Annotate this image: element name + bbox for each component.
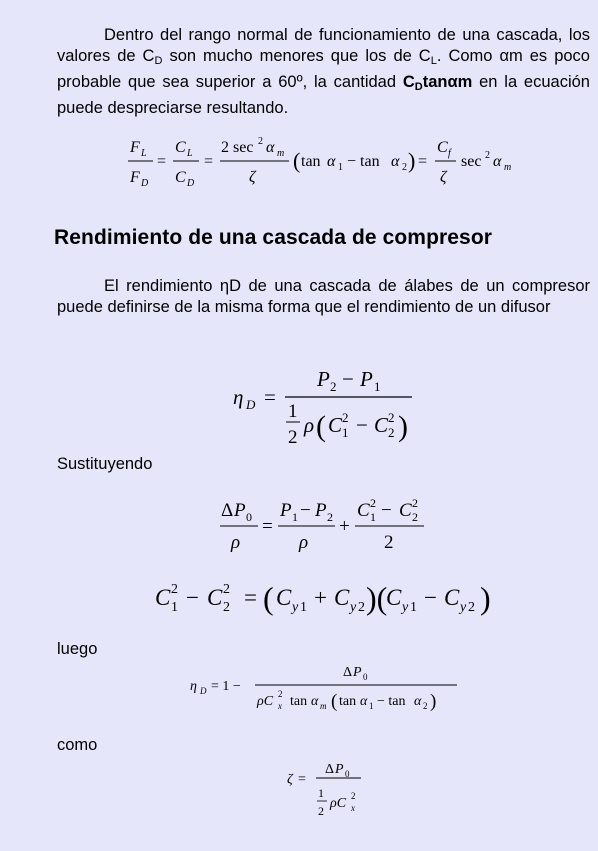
svg-text:(: ( — [316, 410, 326, 443]
svg-text:D: D — [246, 397, 256, 412]
svg-text:−: − — [186, 585, 199, 610]
svg-text:y: y — [460, 600, 467, 615]
svg-text:1: 1 — [171, 600, 178, 615]
svg-text:2: 2 — [423, 701, 428, 711]
svg-text:P: P — [353, 665, 362, 680]
svg-text:=: = — [264, 385, 276, 409]
para1-text-b: son mucho menores que los de C — [162, 47, 431, 65]
svg-text:2: 2 — [412, 510, 418, 524]
svg-text:+: + — [339, 516, 350, 537]
svg-text:2: 2 — [171, 582, 178, 597]
svg-text:−: − — [356, 413, 368, 437]
svg-text:x: x — [351, 803, 355, 813]
svg-text:2: 2 — [223, 600, 230, 615]
svg-text:tan: tan — [301, 153, 321, 170]
svg-text:2: 2 — [330, 379, 337, 394]
svg-text:)(: )( — [366, 580, 388, 616]
svg-text:Δ: Δ — [343, 665, 353, 680]
svg-text:Δ: Δ — [221, 500, 234, 521]
svg-text:C: C — [175, 139, 186, 156]
intro-paragraph — [57, 25, 590, 119]
svg-text:L: L — [141, 148, 147, 159]
svg-text:L: L — [187, 148, 193, 159]
svg-text:F: F — [130, 139, 140, 156]
svg-text:(: ( — [263, 580, 274, 616]
svg-text:2: 2 — [388, 425, 395, 440]
svg-text:C: C — [155, 585, 171, 610]
equation-lift-drag-ratio — [125, 130, 535, 194]
svg-text:y: y — [350, 600, 357, 615]
svg-text:2: 2 — [412, 496, 418, 510]
svg-text:−: − — [342, 367, 354, 391]
svg-text:2: 2 — [278, 689, 283, 699]
svg-text:0: 0 — [345, 769, 350, 779]
svg-text:−: − — [381, 500, 392, 521]
equation-loss-coefficient — [283, 756, 373, 826]
svg-text:D: D — [141, 178, 149, 189]
equation-efficiency-definition — [228, 364, 428, 456]
svg-text:D: D — [187, 178, 195, 189]
cd-symbol: C — [402, 73, 415, 91]
svg-text:m: m — [320, 701, 327, 711]
svg-text:x: x — [278, 701, 282, 711]
svg-text:Δ: Δ — [325, 762, 335, 777]
svg-text:ζ: ζ — [249, 169, 256, 186]
svg-text:2: 2 — [342, 410, 349, 425]
svg-text:2: 2 — [468, 600, 475, 615]
svg-text:C: C — [437, 139, 448, 156]
svg-text:= 1 −: = 1 − — [211, 679, 241, 694]
svg-text:ρ: ρ — [299, 532, 309, 553]
svg-text:C: C — [399, 500, 412, 521]
svg-text:=: = — [262, 516, 273, 537]
label-luego: luego — [57, 640, 98, 658]
svg-text:2: 2 — [370, 496, 376, 510]
svg-text:1: 1 — [318, 786, 324, 800]
para1-sub-d: D — [154, 55, 163, 67]
svg-text:ρC: ρC — [257, 694, 274, 709]
svg-text:− tan: − tan — [377, 694, 406, 709]
equation-efficiency-result — [185, 658, 465, 714]
svg-text:1: 1 — [300, 600, 307, 615]
svg-text:f: f — [448, 148, 451, 159]
svg-text:− tan: − tan — [347, 153, 380, 170]
svg-text:m: m — [277, 148, 285, 159]
svg-text:(: ( — [293, 148, 301, 173]
svg-text:2: 2 — [258, 136, 263, 147]
svg-text:1: 1 — [369, 701, 374, 711]
svg-text:y: y — [402, 600, 409, 615]
svg-text:C: C — [207, 585, 223, 610]
efficiency-paragraph: El rendimiento ηD de una cascada de álabes de un compresor puede definirse de la misma forma que el rendimiento de un difusor — [57, 277, 590, 316]
label-sustituyendo: Sustituyendo — [57, 455, 153, 473]
svg-text:y: y — [292, 600, 299, 615]
svg-text:C: C — [276, 585, 292, 610]
equation-velocity-difference — [150, 575, 510, 623]
svg-text:ρC: ρC — [330, 796, 347, 811]
svg-text:m: m — [504, 162, 512, 173]
svg-text:2: 2 — [351, 791, 356, 801]
svg-text:+: + — [314, 585, 327, 610]
svg-text:tan: tan — [290, 694, 308, 709]
svg-text:): ) — [430, 691, 437, 712]
svg-text:1: 1 — [338, 162, 343, 173]
svg-text:1: 1 — [410, 600, 417, 615]
svg-text:F: F — [130, 169, 140, 186]
para1-sub-l: L — [430, 55, 437, 67]
svg-text:2: 2 — [388, 410, 395, 425]
svg-text:2: 2 — [288, 427, 298, 448]
svg-text:2: 2 — [223, 582, 230, 597]
svg-text:=: = — [298, 772, 306, 787]
equation-pressure-loss — [218, 494, 438, 556]
svg-text:sec: sec — [461, 153, 482, 170]
para1-text-end: en la ecuación puede despreciarse resultando. — [57, 73, 590, 117]
svg-text:C: C — [374, 413, 389, 437]
svg-text:ρ: ρ — [304, 413, 315, 437]
label-como: como — [57, 736, 98, 754]
svg-text:−: − — [300, 500, 311, 521]
svg-text:2: 2 — [485, 150, 490, 161]
svg-text:−: − — [424, 585, 437, 610]
svg-text:): ) — [408, 148, 416, 173]
svg-text:1: 1 — [342, 425, 349, 440]
svg-text:ρ: ρ — [231, 532, 241, 553]
svg-text:=: = — [204, 153, 214, 170]
svg-text:2 sec: 2 sec — [221, 139, 254, 156]
para1-text-c: . Como αm es poco probable que sea superior a 60º, la cantidad — [57, 47, 590, 91]
svg-text:2: 2 — [358, 600, 365, 615]
svg-text:α: α — [391, 153, 400, 170]
svg-text:(: ( — [331, 691, 338, 712]
svg-text:α: α — [360, 694, 368, 709]
svg-text:C: C — [386, 585, 402, 610]
svg-text:2: 2 — [402, 162, 407, 173]
svg-text:1: 1 — [288, 401, 298, 422]
svg-text:η: η — [233, 385, 244, 409]
svg-text:1: 1 — [374, 379, 381, 394]
tan-am-text: tanαm — [422, 73, 473, 91]
svg-text:0: 0 — [246, 510, 252, 524]
svg-text:2: 2 — [327, 510, 333, 524]
svg-text:C: C — [357, 500, 370, 521]
svg-text:=: = — [244, 585, 257, 610]
svg-text:η: η — [190, 679, 197, 694]
svg-text:=: = — [157, 153, 167, 170]
svg-text:P: P — [280, 500, 292, 521]
svg-text:α: α — [266, 139, 275, 156]
svg-text:0: 0 — [363, 672, 368, 682]
svg-text:C: C — [334, 585, 350, 610]
svg-text:α: α — [327, 153, 336, 170]
svg-text:P: P — [360, 367, 373, 391]
svg-text:C: C — [328, 413, 343, 437]
svg-text:C: C — [444, 585, 460, 610]
svg-text:P: P — [335, 762, 344, 777]
svg-text:2: 2 — [384, 532, 394, 553]
svg-text:): ) — [398, 410, 408, 443]
svg-text:1: 1 — [370, 510, 376, 524]
svg-text:): ) — [480, 580, 491, 616]
svg-text:C: C — [175, 169, 186, 186]
section-heading: Rendimiento de una cascada de compresor — [54, 226, 493, 249]
svg-text:ζ: ζ — [287, 772, 293, 787]
cd-tan-am-term — [403, 73, 472, 91]
svg-text:α: α — [311, 694, 319, 709]
cd-subscript: D — [414, 81, 423, 93]
svg-text:α: α — [493, 153, 502, 170]
svg-text:P: P — [315, 500, 327, 521]
svg-text:=: = — [418, 153, 428, 170]
svg-text:1: 1 — [292, 510, 298, 524]
svg-text:ζ: ζ — [440, 169, 447, 186]
para1-text-a: Dentro del rango normal de funcionamiento de una cascada, los valores de C — [57, 26, 590, 65]
svg-text:P: P — [317, 367, 330, 391]
svg-text:P: P — [234, 500, 246, 521]
svg-text:tan: tan — [339, 694, 357, 709]
svg-text:D: D — [200, 686, 207, 696]
svg-text:α: α — [414, 694, 422, 709]
svg-text:2: 2 — [318, 804, 324, 818]
